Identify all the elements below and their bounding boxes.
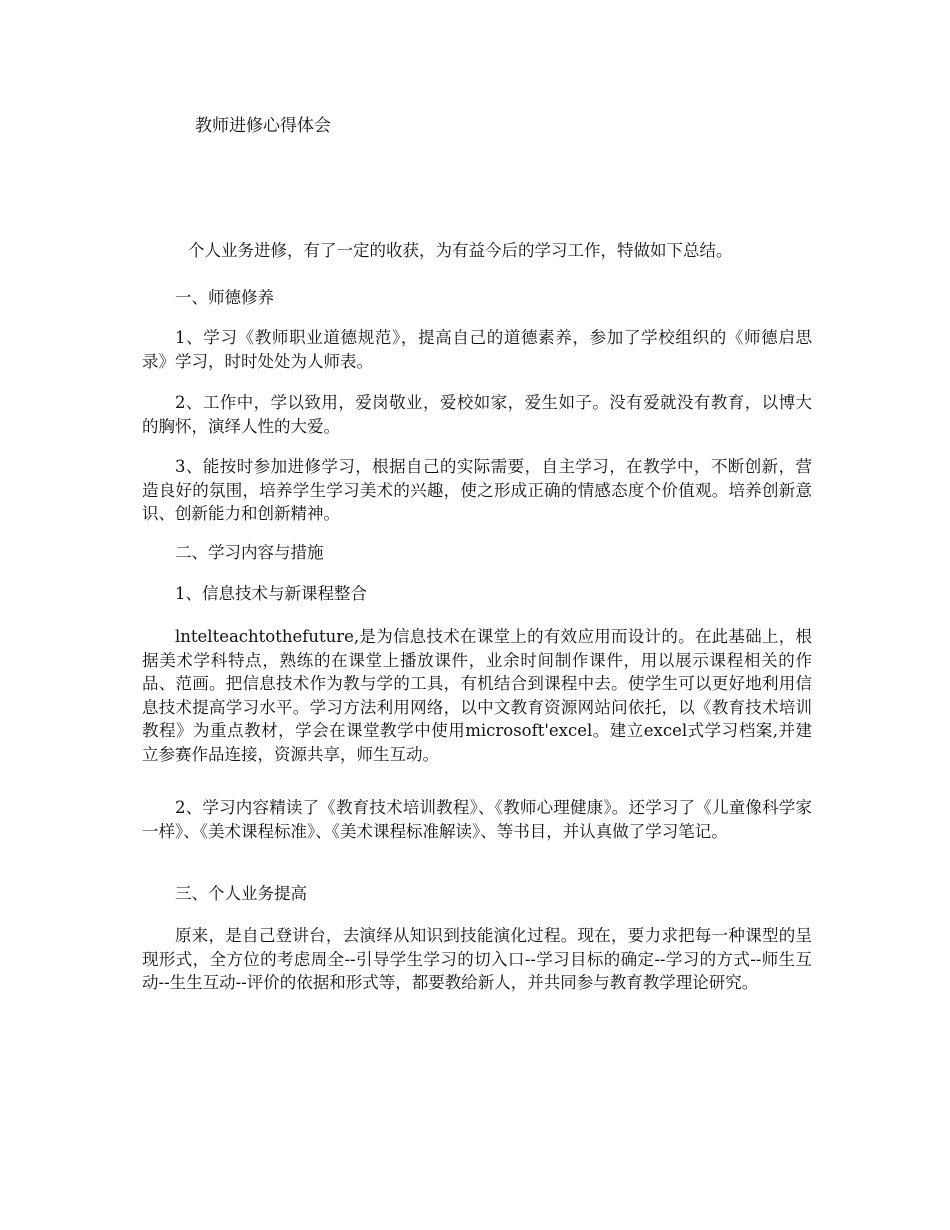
ethics-item-1: 1、学习《教师职业道德规范》，提高自己的道德素养，参加了学校组织的《师德启思录》学习，时时处处为人师表。 xyxy=(142,328,812,371)
improvement-paragraph: 原来，是自己登讲台，去演绎从知识到技能演化过程。现在，要力求把每一种课型的呈现形式，全方位的考虑周全--引导学生学习的切入口--学习目标的确定--学习的方式--师生互动--生生互动--评价的依据和形式等，都要教给新人，并共同参与教育教学理论研究。 xyxy=(142,926,812,992)
intro-paragraph: 个人业务进修，有了一定的收获，为有益今后的学习工作，特做如下总结。 xyxy=(188,241,733,260)
study-subheading-1: 1、信息技术与新课程整合 xyxy=(175,584,367,603)
section-heading-improvement: 三、个人业务提高 xyxy=(175,884,307,903)
document-title: 教师进修心得体会 xyxy=(195,116,331,136)
section-heading-study: 二、学习内容与措施 xyxy=(175,543,324,562)
study-paragraph-it: lntelteachtothefuture,是为信息技术在课堂上的有效应用而设计的。在此基础上，根据美术学科特点，熟练的在课堂上播放课件，业余时间制作课件，用以展示课程相关的作品、范画。把信息技术作为教与学的工具，有机结合到课程中去。使学生可以更好地利用信息技术提高学习水平。学习方法利用网络，以中文教育资源网站问依托，以《教育技术培训教程》为重点教材，学会在课堂教学中使用microsoft'excel。建立excel式学习档案,并建立参赛作品连接，资源共享，师生互动。 xyxy=(142,627,812,764)
ethics-item-2: 2、工作中，学以致用，爱岗敬业，爱校如家，爱生如子。没有爱就没有教育，以博大的胸怀，演绎人性的大爱。 xyxy=(142,393,812,436)
study-item-2: 2、学习内容精读了《教育技术培训教程》、《教师心理健康》。还学习了《儿童像科学家一样》、《美术课程标准》、《美术课程标准解读》、等书目，并认真做了学习笔记。 xyxy=(142,798,812,841)
ethics-item-3: 3、能按时参加进修学习，根据自己的实际需要，自主学习，在教学中，不断创新，营造良好的氛围，培养学生学习美术的兴趣，使之形成正确的情感态度个价值观。培养创新意识、创新能力和创新精神。 xyxy=(142,457,812,523)
section-heading-ethics: 一、师德修养 xyxy=(175,288,274,307)
